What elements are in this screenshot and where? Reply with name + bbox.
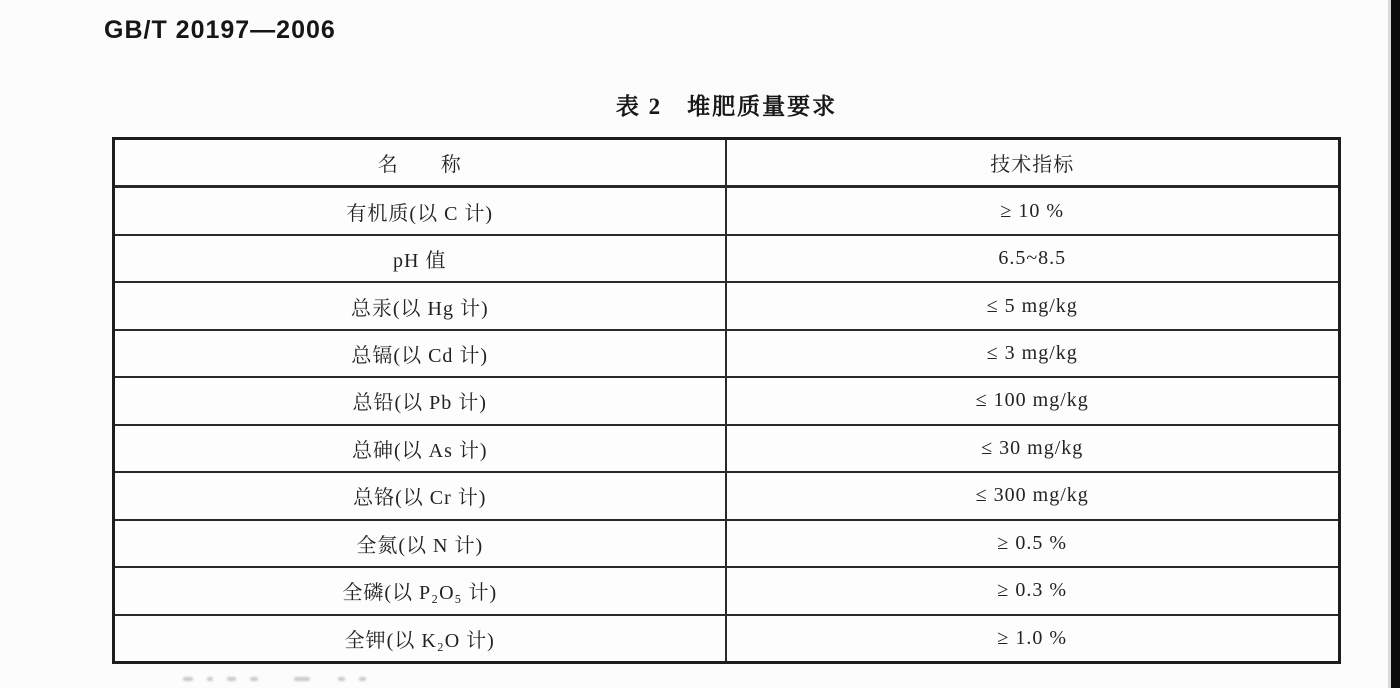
row-indicator: ≥ 0.3 %	[997, 579, 1068, 602]
row-indicator: ≤ 100 mg/kg	[975, 389, 1089, 412]
compost-quality-table	[112, 137, 1341, 664]
cutoff-print-fragments	[183, 677, 543, 683]
table-row	[115, 519, 1338, 566]
table-row	[115, 471, 1338, 518]
table-title: 表 2 堆肥质量要求	[615, 94, 838, 119]
column-header-indicator: 技术指标	[990, 154, 1075, 177]
row-indicator: 6.5~8.5	[998, 247, 1067, 270]
row-name: 全钾(以 K₂O 计)	[115, 616, 727, 661]
table-row	[115, 281, 1338, 328]
table-row	[115, 566, 1338, 613]
row-indicator: ≤ 5 mg/kg	[986, 294, 1078, 317]
table-row	[115, 234, 1338, 281]
row-indicator: ≤ 30 mg/kg	[981, 436, 1084, 459]
row-indicator: ≤ 3 mg/kg	[986, 342, 1078, 365]
row-name: pH 值	[115, 236, 727, 281]
table-row	[115, 614, 1338, 661]
scan-edge-band	[1391, 0, 1400, 688]
row-indicator: ≥ 0.5 %	[997, 531, 1068, 554]
row-indicator: ≤ 300 mg/kg	[975, 484, 1089, 507]
row-name: 总汞(以 Hg 计)	[115, 283, 727, 328]
row-name: 全磷(以 P₂O₅ 计)	[115, 568, 727, 613]
row-name: 总镉(以 Cd 计)	[115, 331, 727, 376]
table-row	[115, 376, 1338, 423]
table-header-row	[115, 140, 1338, 186]
standard-code: GB/T 20197—2006	[104, 16, 336, 44]
row-name: 总铬(以 Cr 计)	[115, 473, 727, 518]
row-name: 全氮(以 N 计)	[115, 521, 727, 566]
row-name: 总铅(以 Pb 计)	[115, 378, 727, 423]
row-name: 有机质(以 C 计)	[115, 188, 727, 233]
table-row	[115, 186, 1338, 233]
column-header-name: 名 称	[115, 140, 727, 185]
row-name: 总砷(以 As 计)	[115, 426, 727, 471]
table-row	[115, 424, 1338, 471]
row-indicator: ≥ 10 %	[1000, 199, 1065, 222]
table-row	[115, 329, 1338, 376]
row-indicator: ≥ 1.0 %	[997, 626, 1068, 649]
